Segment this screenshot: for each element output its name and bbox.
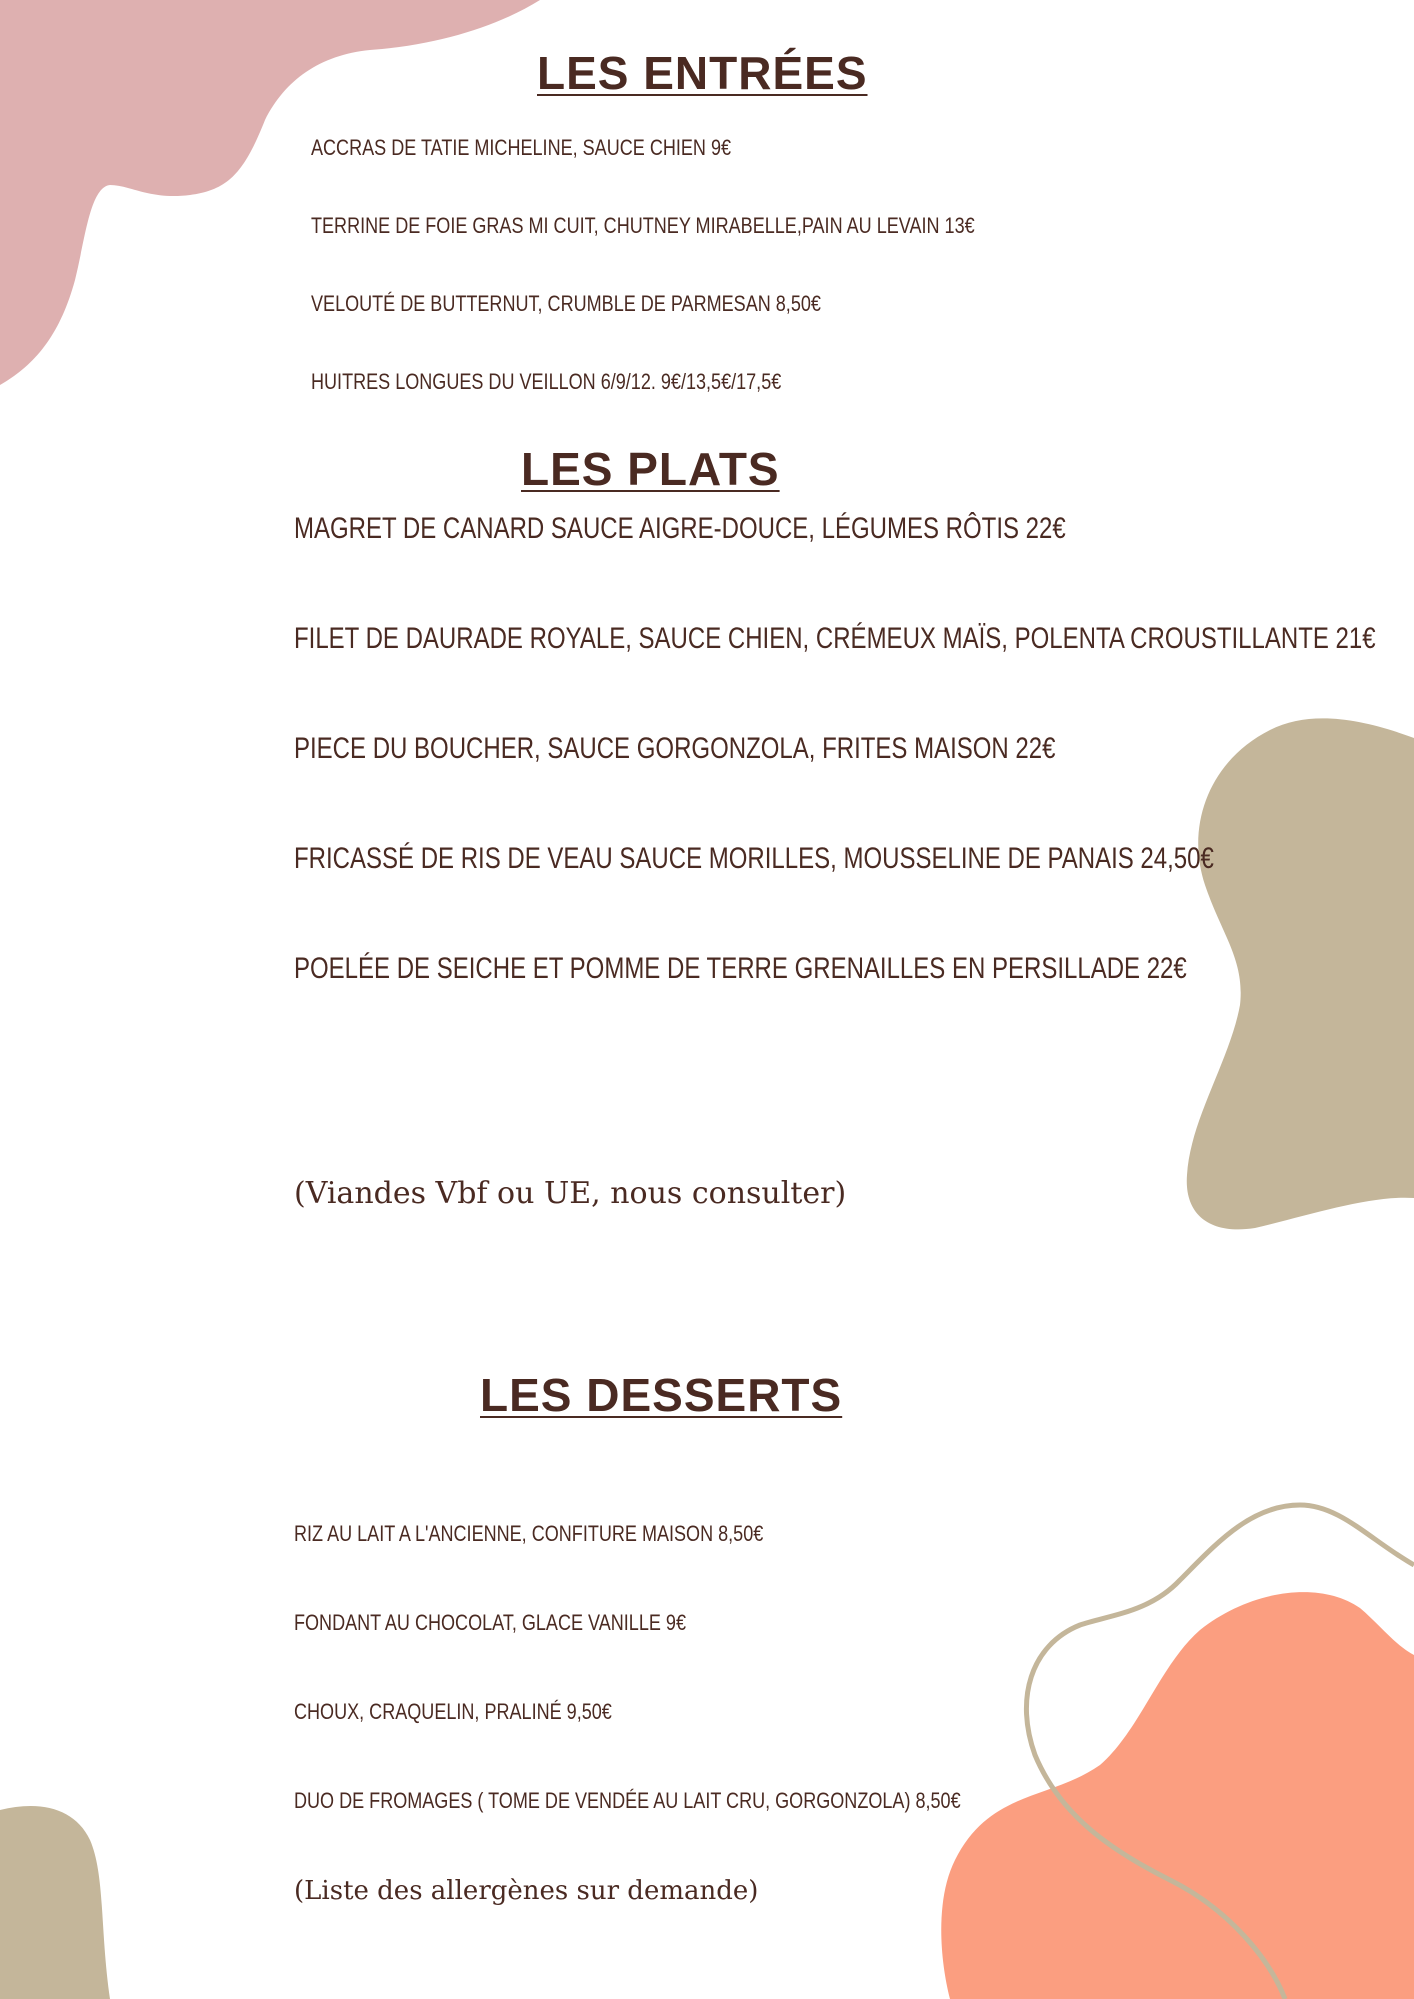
plats-note: (Viandes Vbf ou UE, nous consulter) (294, 1176, 847, 1211)
plat-item: MAGRET DE CANARD SAUCE AIGRE-DOUCE, LÉGUMES RÔTIS 22€ (294, 512, 1066, 545)
plat-item: FRICASSÉ DE RIS DE VEAU SAUCE MORILLES, MOUSSELINE DE PANAIS 24,50€ (294, 842, 1214, 875)
tan-blob-bottom-left-shape (0, 1806, 110, 1999)
tan-blob-right-shape (1187, 718, 1414, 1229)
dessert-item: FONDANT AU CHOCOLAT, GLACE VANILLE 9€ (294, 1610, 686, 1635)
entree-item: HUITRES LONGUES DU VEILLON 6/9/12. 9€/13,5€/17,5€ (311, 369, 782, 394)
entree-item: VELOUTÉ DE BUTTERNUT, CRUMBLE DE PARMESAN 8,50€ (311, 291, 821, 316)
desserts-note: (Liste des allergènes sur demande) (294, 1876, 759, 1906)
pink-blob-shape (0, 0, 540, 385)
salmon-blob-shape (941, 1592, 1414, 1999)
entrees-title: LES ENTRÉES (537, 47, 868, 99)
dessert-item: CHOUX, CRAQUELIN, PRALINÉ 9,50€ (294, 1699, 612, 1724)
entree-item: ACCRAS DE TATIE MICHELINE, SAUCE CHIEN 9€ (311, 135, 732, 160)
plat-item: FILET DE DAURADE ROYALE, SAUCE CHIEN, CRÉMEUX MAÏS, POLENTA CROUSTILLANTE 21€ (294, 622, 1376, 655)
dessert-item: DUO DE FROMAGES ( TOME DE VENDÉE AU LAIT CRU, GORGONZOLA) 8,50€ (294, 1788, 961, 1813)
dessert-item: RIZ AU LAIT A L'ANCIENNE, CONFITURE MAISON 8,50€ (294, 1521, 764, 1546)
entree-item: TERRINE DE FOIE GRAS MI CUIT, CHUTNEY MIRABELLE,PAIN AU LEVAIN 13€ (311, 213, 975, 238)
plat-item: POELÉE DE SEICHE ET POMME DE TERRE GRENAILLES EN PERSILLADE 22€ (294, 952, 1187, 985)
plat-item: PIECE DU BOUCHER, SAUCE GORGONZOLA, FRITES MAISON 22€ (294, 732, 1056, 765)
desserts-title: LES DESSERTS (480, 1369, 843, 1421)
plats-title: LES PLATS (521, 443, 780, 495)
